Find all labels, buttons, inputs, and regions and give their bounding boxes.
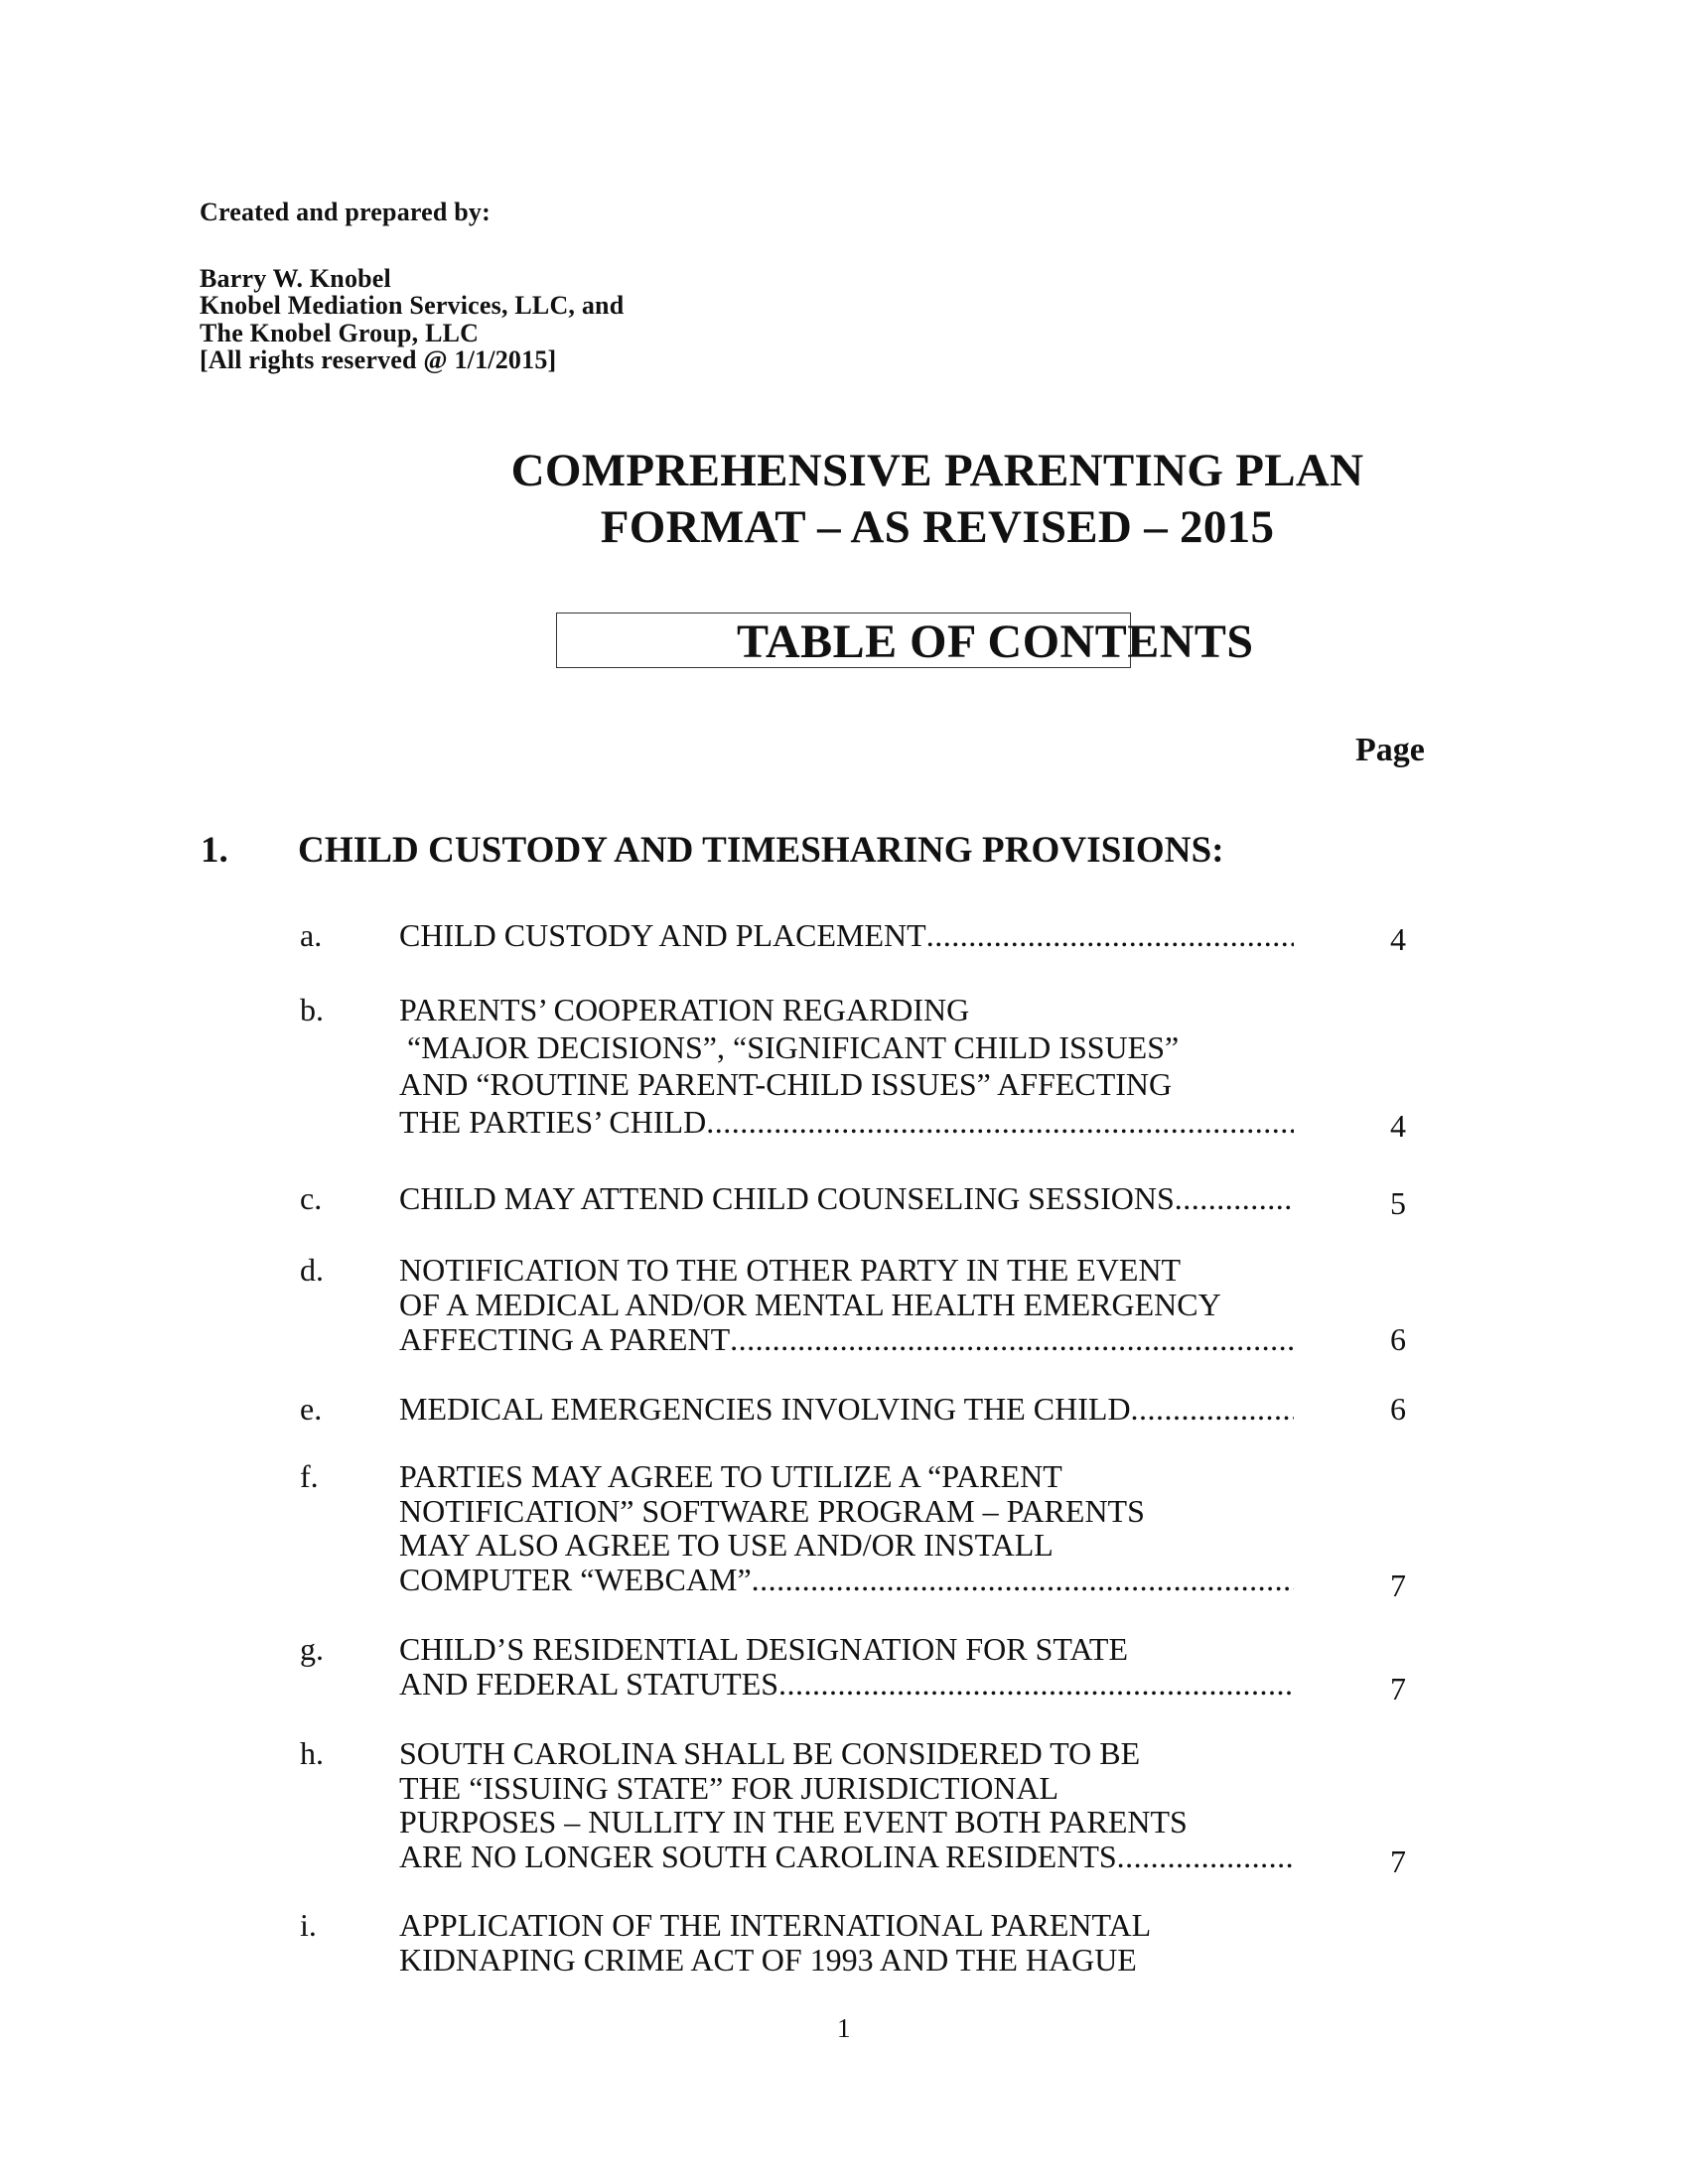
author-name: Barry W. Knobel (200, 264, 391, 293)
entry-letter: b. (300, 992, 324, 1027)
entry-text: AND “ROUTINE PARENT-CHILD ISSUES” AFFECTING (399, 1066, 1173, 1103)
entry-letter: i. (300, 1907, 317, 1943)
entry-text: SOUTH CAROLINA SHALL BE CONSIDERED TO BE (399, 1735, 1141, 1771)
entry-letter: h. (300, 1735, 324, 1771)
toc-heading: TABLE OF CONTENTS (737, 615, 1254, 668)
company-line-2: The Knobel Group, LLC (200, 319, 480, 347)
document-title-line-2: FORMAT – AS REVISED – 2015 (600, 501, 1275, 553)
dot-leader (778, 1668, 1294, 1703)
entry-text: MAY ALSO AGREE TO USE AND/OR INSTALL (399, 1527, 1054, 1564)
dot-leader (752, 1564, 1294, 1598)
entry-letter: c. (300, 1180, 323, 1216)
entry-text: CHILD CUSTODY AND PLACEMENT (399, 919, 926, 953)
created-by-label: Created and prepared by: (200, 198, 491, 226)
rights-notice: [All rights reserved @ 1/1/2015] (200, 345, 557, 374)
entry-text: NOTIFICATION TO THE OTHER PARTY IN THE EVENT (399, 1252, 1182, 1288)
entry-page-number: 6 (1390, 1321, 1406, 1357)
entry-text: MEDICAL EMERGENCIES INVOLVING THE CHILD (399, 1393, 1131, 1427)
company-line-1: Knobel Mediation Services, LLC, and (200, 291, 625, 320)
entry-text: CHILD MAY ATTEND CHILD COUNSELING SESSIONS (399, 1182, 1175, 1216)
entry-text: PARTIES MAY AGREE TO UTILIZE A “PARENT (399, 1458, 1062, 1494)
entry-page-number: 4 (1390, 1108, 1406, 1144)
entry-text: CHILD’S RESIDENTIAL DESIGNATION FOR STATE (399, 1631, 1128, 1667)
entry-letter: g. (300, 1631, 324, 1667)
entry-page-number: 4 (1390, 921, 1406, 957)
entry-text: COMPUTER “WEBCAM” (399, 1564, 752, 1598)
entry-page-number: 5 (1390, 1185, 1406, 1221)
section-title: CHILD CUSTODY AND TIMESHARING PROVISIONS: (298, 830, 1224, 871)
footer-page-number: 1 (837, 2013, 851, 2043)
entry-page-number: 7 (1390, 1568, 1406, 1603)
entry-page-number: 7 (1390, 1843, 1406, 1879)
dot-leader (926, 919, 1294, 955)
entry-text: NOTIFICATION” SOFTWARE PROGRAM – PARENTS (399, 1492, 1145, 1529)
entry-letter: f. (300, 1458, 319, 1494)
entry-text: “MAJOR DECISIONS”, “SIGNIFICANT CHILD ISSUES” (399, 1028, 1180, 1065)
entry-text: OF A MEDICAL AND/OR MENTAL HEALTH EMERGENCY (399, 1287, 1221, 1322)
dot-leader (706, 1106, 1294, 1144)
entry-text: PURPOSES – NULLITY IN THE EVENT BOTH PARENTS (399, 1804, 1188, 1841)
entry-text: ARE NO LONGER SOUTH CAROLINA RESIDENTS (399, 1841, 1117, 1875)
entry-text: PARENTS’ COOPERATION REGARDING (399, 992, 970, 1027)
entry-text: KIDNAPING CRIME ACT OF 1993 AND THE HAGUE (399, 1942, 1137, 1978)
entry-text: AFFECTING A PARENT (399, 1323, 731, 1357)
section-number: 1. (201, 830, 228, 871)
entry-letter: a. (300, 917, 323, 953)
entry-text: THE PARTIES’ CHILD (399, 1106, 707, 1141)
entry-letter: e. (300, 1391, 323, 1427)
dot-leader (1131, 1393, 1294, 1429)
dot-leader (1175, 1182, 1294, 1218)
document-title-line-1: COMPREHENSIVE PARENTING PLAN (510, 445, 1364, 496)
dot-leader (1117, 1841, 1294, 1875)
entry-text: APPLICATION OF THE INTERNATIONAL PARENTAL (399, 1907, 1152, 1943)
entry-page-number: 6 (1390, 1391, 1406, 1427)
dot-leader (730, 1323, 1294, 1358)
entry-text: AND FEDERAL STATUTES (399, 1668, 779, 1702)
entry-text: THE “ISSUING STATE” FOR JURISDICTIONAL (399, 1769, 1059, 1806)
page-column-label: Page (1355, 732, 1425, 768)
entry-page-number: 7 (1390, 1671, 1406, 1706)
entry-letter: d. (300, 1252, 324, 1288)
